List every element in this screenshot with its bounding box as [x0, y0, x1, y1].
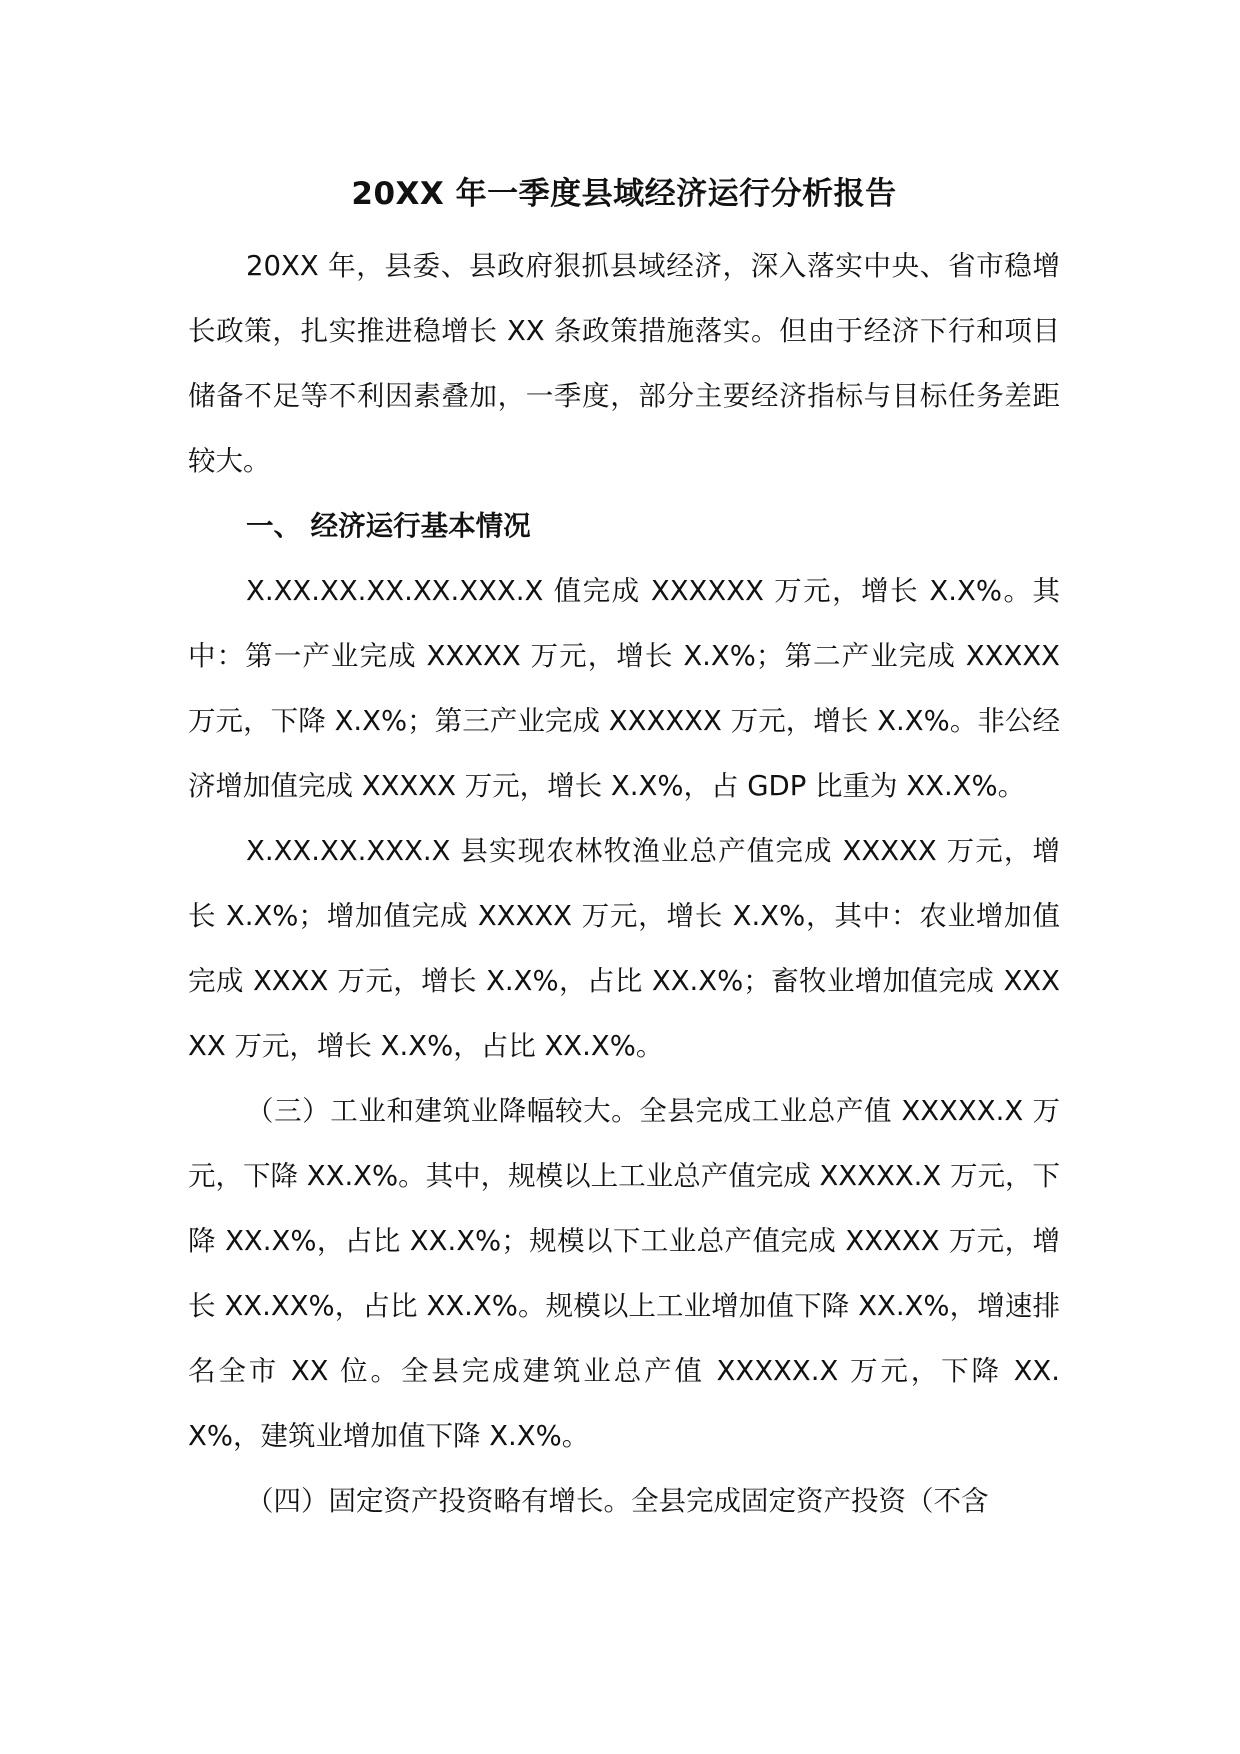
gdp-paragraph: X.XX.XX.XX.XX.XXX.X 值完成 XXXXXX 万元，增长 X.X%。其中：第一产业完成 XXXXX 万元，增长 X.X%；第二产业完成 XXXXX 万元，下降 X.X%；第三产业完成 XXXXXX 万元，增长 X.X%。非公经济增加值完成 XXXXX 万元，增长 X.X%，占 GDP 比重为 XX.X%。: [188, 575, 1060, 802]
agriculture-paragraph: X.XX.XX.XXX.X 县实现农林牧渔业总产值完成 XXXXX 万元，增长 X.X%；增加值完成 XXXXX 万元，增长 X.X%，其中：农业增加值完成 XXXX 万元，增长 X.X%，占比 XX.X%；畜牧业增加值完成 XXXXX 万元，增长 X.X%，占比 XX.X%。: [188, 835, 1060, 1062]
investment-paragraph: （四）固定资产投资略有增长。全县完成固定资产投资（不含: [246, 1485, 989, 1517]
intro-paragraph: 20XX 年，县委、县政府狠抓县域经济，深入落实中央、省市稳增长政策，扎实推进稳增长 XX 条政策措施落实。但由于经济下行和项目储备不足等不利因素叠加，一季度，部分主要经济指标与目标任务差距较大。: [188, 250, 1060, 477]
document-page: [188, 172, 1060, 1534]
document-title: 20XX 年一季度县域经济运行分析报告: [351, 176, 897, 212]
industry-paragraph: （三）工业和建筑业降幅较大。全县完成工业总产值 XXXXX.X 万元，下降 XX.X%。其中，规模以上工业总产值完成 XXXXX.X 万元，下降 XX.X%，占比 XX.X%；规模以下工业总产值完成 XXXXX 万元，增长 XX.XX%，占比 XX.X%。规模以上工业增加值下降 XX.X%，增速排名全市 XX 位。全县完成建筑业总产值 XXXXX.X 万元，下降 XX.X%，建筑业增加值下降 X.X%。: [188, 1095, 1060, 1452]
section-heading: 一、 经济运行基本情况: [246, 510, 531, 542]
